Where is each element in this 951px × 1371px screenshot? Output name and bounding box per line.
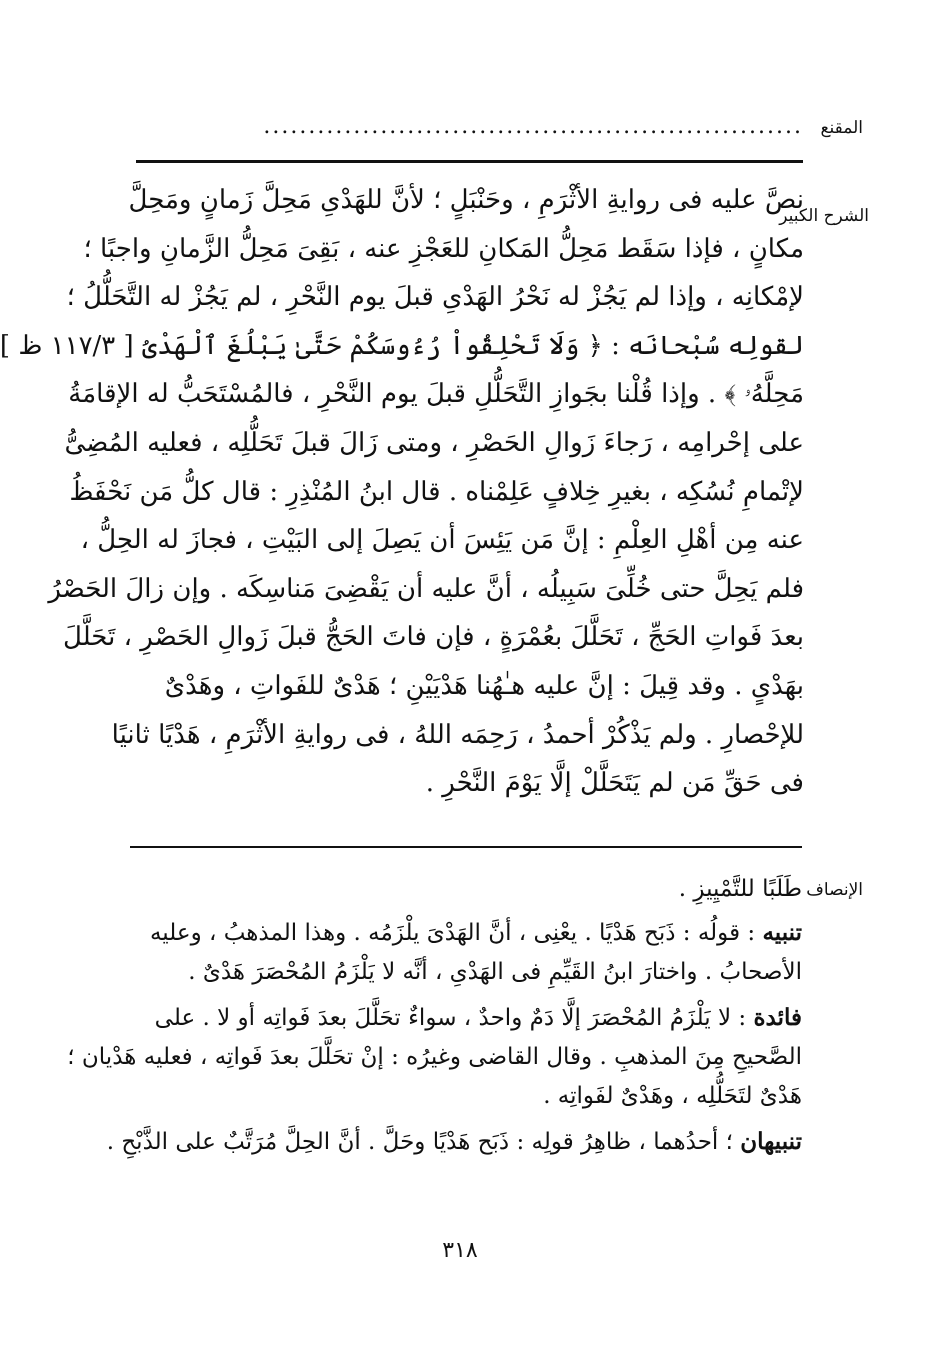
main-line: للإحْصارِ . ولم يَذْكُرْ أحمدُ ، رَحِمَه اللهُ ، فى روايةِ الأثْرَمِ ، هَدْيًا ثانيًا	[111, 719, 804, 750]
insaf-line	[106, 1122, 802, 1162]
insaf-line-text: : قولُه : ذَبَح هَدْيًا . يعْنِى ، أنَّ الهَدْىَ يلْزَمُه . وهذا المذهبُ ، وعليه	[149, 920, 763, 946]
insaf-line: الصَّحيحِ مِنَ المذهبِ . وقال القاضى وغيرُه : إنْ تحَلَّلَ بعدَ فَواتِه ، فعليه هَدْيان ؛	[67, 1044, 802, 1070]
page-number: ٣١٨	[442, 1238, 478, 1263]
insaf-text	[67, 870, 802, 1162]
main-line: لإمْكانِه ، وإذا لم يَجُزْ له نَحْرُ الهَدْىِ قبلَ يوم النَّحْرِ ، لم يَجُزْ له التَّحَلُّلُ ؛	[66, 282, 804, 313]
insaf-line: هَدْىٌ لتَحَلُّلِه ، وهَدْىٌ لفَواتِه .	[543, 1083, 802, 1109]
insaf-line-text: : لا يَلْزَمُ المُحْصَرَ إلَّا دَمٌ واحدٌ ، سواءٌ تحَلَّلَ بعدَ فَواتِه أو لا . على	[154, 1005, 754, 1031]
main-line: لقولِه سُبْحانَه : ﴿ وَلَا تَحْلِقُواْ رُءُوسَكُمْ حَتَّىٰ يَبْلُغَ ٱلْهَدْىُ [ ١١٧/٣ ظ ]	[0, 330, 804, 361]
main-line: مكانٍ ، فإذا سَقَط مَحِلُّ المَكانِ للعَجْزِ عنه ، بَقِىَ مَحِلُّ الزَّمانِ واجبًا ؛	[83, 233, 804, 264]
main-text	[0, 176, 804, 808]
tanbihan-paragraph	[106, 1122, 802, 1162]
main-line: عنه مِن أهْلِ العِلْمِ : إنَّ مَن يَئِسَ أن يَصِلَ إلى البَيْتِ ، فجازَ له الحِلُّ ،	[80, 525, 804, 556]
insaf-paragraph: طَلَبًا للتَّمْيِيزِ .	[678, 876, 802, 902]
main-line: فى حَقِّ مَن لم يَتَحَلَّلْ إلَّا يَوْمَ النَّحْرِ .	[425, 768, 804, 799]
sharh-label: الشرح الكبير	[779, 206, 869, 226]
tanbihan-label: تنبيهان	[740, 1128, 802, 1155]
main-line: بعدَ فَواتِ الحَجِّ ، تَحَلَّلَ بعُمْرَةٍ ، فإن فاتَ الحَجُّ قبلَ زَوالِ الحَصْرِ ، تَحَلَّلَ	[63, 622, 804, 653]
tanbih-paragraph	[130, 913, 802, 992]
main-line: فلم يَحِلَّ حتى خُلِّىَ سَبِيلُه ، أنَّ عليه أن يَقْضِىَ مَناسِكَه . وإن زالَ الحَصْرُ	[48, 573, 804, 604]
insaf-line: الأصحابُ . واختارَ ابنُ القَيِّمِ فى الهَدْىِ ، أنَّه لا يَلْزَمُ المُحْصَرَ هَدْىٌ .	[188, 959, 802, 985]
header-rule	[136, 160, 803, 163]
insaf-line	[130, 913, 802, 953]
main-line: لإتْمامِ نُسُكِه ، بغيرِ خِلافٍ عَلِمْناه . قال ابنُ المُنْذِرِ : قال كلُّ مَن نَحْفَظُ	[69, 476, 804, 507]
main-line: بهَدْىٍ . وقد قِيلَ : إنَّ عليه هـٰهُنا هَدْيَيْنِ ؛ هَدْىٌ للفَواتِ ، وهَدْىٌ	[164, 670, 804, 701]
section-divider	[130, 846, 802, 848]
main-line: مَحِلَّهُۥ ﴾ . وإذا قُلْنا بجَوازِ التَّحَلُّلِ قبلَ يوم النَّحْرِ ، فالمُسْتَحَبُّ له الإقامَةُ	[68, 379, 804, 410]
tanbih-label: تنبيه	[762, 919, 802, 946]
header-dots: ............................................................	[263, 114, 803, 139]
insaf-line	[130, 998, 802, 1038]
book-label: المقنع	[820, 118, 863, 138]
insaf-label: الإنصاف	[806, 880, 863, 900]
main-line: نصَّ عليه فى روايةِ الأثْرَمِ ، وحَنْبَلٍ ؛ لأنَّ للهَدْىِ مَحِلَّ زَمانٍ ومَحِلَّ	[128, 185, 804, 215]
faida-paragraph	[67, 998, 802, 1116]
faida-label: فائدة	[753, 1004, 802, 1031]
insaf-line-text: ؛ أحدُهما ، ظاهِرُ قولِه : ذَبَح هَدْيًا وحَلَّ . أنَّ الحِلَّ مُرَتَّبٌ على الذَّبْحِ .	[106, 1129, 741, 1155]
main-line: على إحْرامِه ، رَجاءَ زَوالِ الحَصْرِ ، ومتى زَالَ قبلَ تَحَلُّلِه ، فعليه المُضِىُّ	[64, 427, 804, 458]
